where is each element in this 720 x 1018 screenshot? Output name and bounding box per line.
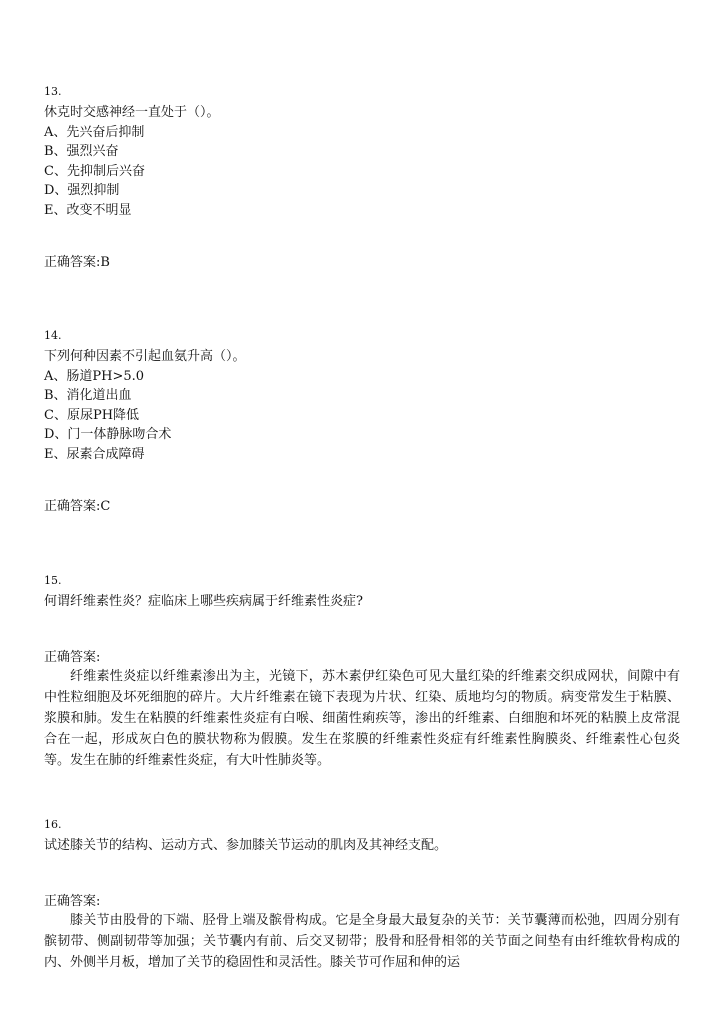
question-number: 13. xyxy=(44,85,62,98)
question-14 xyxy=(44,328,684,464)
answer-15-explanation: 纤维素性炎症以纤维素渗出为主，光镜下，苏木素伊红染色可见大量红染的纤维素交织成网状，间隙中有中性粒细胞及坏死细胞的碎片。大片纤维素在镜下表现为片状、红染、质地均匀的物质。病变常发生于粘膜、浆膜和肺。发生在粘膜的纤维素性炎症有白喉、细菌性痢疾等，渗出的纤维素、白细胞和坏死的粘膜上皮常混合在一起，形成灰白色的膜状物称为假膜。发生在浆膜的纤维素性炎症有纤维素性胸膜炎、纤维素性心包炎等。发生在肺的纤维素性炎症，有大叶性肺炎等。 xyxy=(44,669,680,768)
question-stem: 休克时交感神经一直处于（）。 xyxy=(44,105,220,120)
option-d: D、强烈抑制 xyxy=(44,183,120,198)
option-c: C、原尿PH降低 xyxy=(44,407,140,423)
question-16 xyxy=(44,817,684,856)
answer-13: 正确答案:B xyxy=(44,255,110,270)
question-stem: 试述膝关节的结构、运动方式、参加膝关节运动的肌肉及其神经支配。 xyxy=(44,838,448,853)
option-c: C、先抑制后兴奋 xyxy=(44,163,145,179)
question-number: 16. xyxy=(44,818,62,831)
question-stem: 何谓纤维素性炎？症临床上哪些疾病属于纤维素性炎症? xyxy=(44,594,363,609)
question-13 xyxy=(44,84,684,220)
answer-14: 正确答案:C xyxy=(44,499,111,514)
option-a: A、肠道PH>5.0 xyxy=(44,368,145,384)
question-number: 14. xyxy=(44,329,62,342)
question-15 xyxy=(44,573,684,612)
option-a: A、先兴奋后抑制 xyxy=(44,124,145,140)
option-e: E、尿素合成障碍 xyxy=(44,446,145,462)
option-b: B、消化道出血 xyxy=(44,388,132,403)
option-e: E、改变不明显 xyxy=(44,202,132,218)
option-b: B、强烈兴奋 xyxy=(44,144,119,159)
question-number: 15. xyxy=(44,574,62,587)
question-stem: 下列何种因素不引起血氨升高（）。 xyxy=(44,349,246,364)
answer-15-label: 正确答案: xyxy=(44,650,101,665)
option-d: D、门一体静脉吻合术 xyxy=(44,427,172,442)
answer-16-explanation: 膝关节由股骨的下端、胫骨上端及髌骨构成。它是全身最大最复杂的关节：关节囊薄而松弛，四周分别有髌韧带、侧副韧带等加强；关节囊内有前、后交叉韧带；股骨和胫骨相邻的关节面之间垫有由纤维软骨构成的内、外侧半月板，增加了关节的稳固性和灵活性。膝关节可作屈和伸的运 xyxy=(44,913,680,970)
answer-16-label: 正确答案: xyxy=(44,894,101,909)
